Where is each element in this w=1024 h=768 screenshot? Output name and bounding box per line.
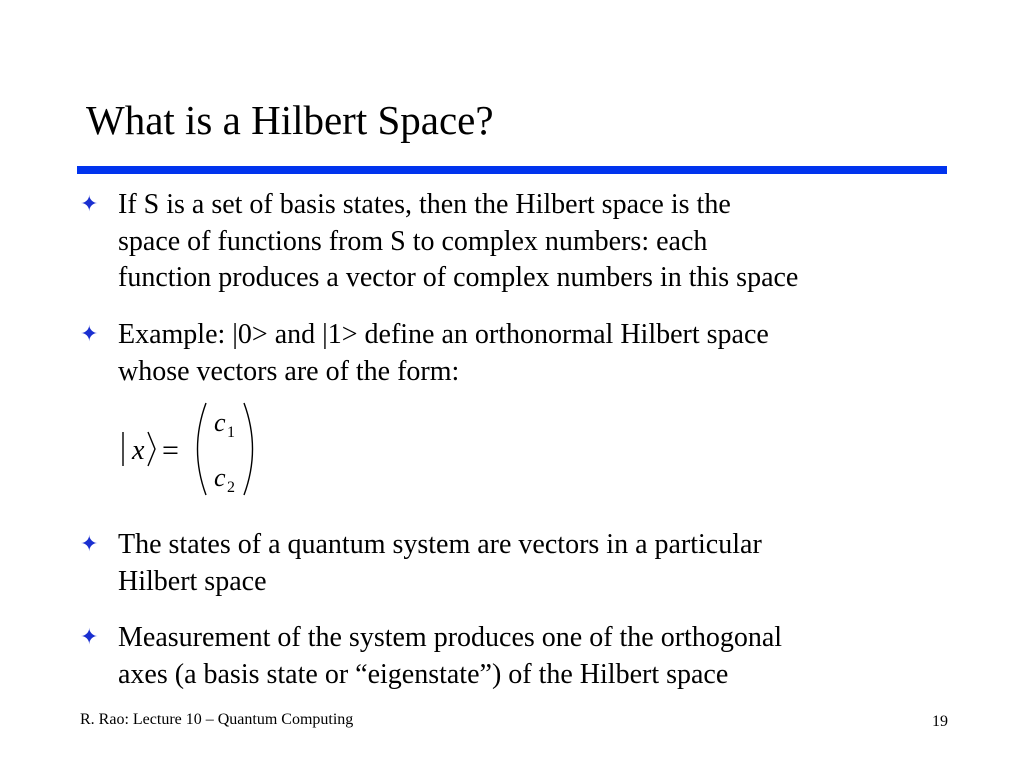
component-subscript: 2	[227, 479, 235, 496]
equals-sign: =	[162, 434, 179, 467]
footer-course-label: R. Rao: Lecture 10 – Quantum Computing	[80, 711, 354, 728]
four-pointed-star-icon: ✦	[80, 532, 99, 557]
bullet-text	[118, 620, 958, 693]
right-parenthesis	[244, 403, 253, 495]
bullet-line: Measurement of the system produces one of the orthogonal	[118, 622, 783, 653]
bullet-text	[118, 187, 958, 297]
slide-title: What is a Hilbert Space?	[86, 97, 494, 143]
component-subscript: 1	[227, 424, 235, 441]
bullet-line: Hilbert space	[118, 565, 267, 597]
component-symbol: c	[214, 463, 226, 492]
bullet-text	[118, 527, 958, 600]
four-pointed-star-icon: ✦	[80, 625, 99, 650]
title-underline	[77, 166, 947, 174]
left-parenthesis	[198, 403, 207, 495]
component-symbol: c	[214, 408, 226, 437]
bullet-line: The states of a quantum system are vectors in a particular	[118, 529, 762, 560]
ket-angle-bracket	[148, 432, 155, 466]
bullet-line: space of functions from S to complex numbers: each	[118, 225, 708, 257]
ket-vector-equation	[117, 399, 267, 499]
page-number: 19	[932, 713, 948, 730]
bullet-line: function produces a vector of complex numbers in this space	[118, 262, 799, 293]
four-pointed-star-icon: ✦	[80, 322, 99, 347]
ket-variable: x	[132, 435, 145, 466]
bullet-line: axes (a basis state or “eigenstate”) of the Hilbert space	[118, 658, 729, 690]
bullet-line: Example: |0> and |1> define an orthonormal Hilbert space	[118, 319, 769, 350]
bullet-text	[118, 317, 958, 390]
bullet-line: If S is a set of basis states, then the Hilbert space is the	[118, 189, 731, 220]
four-pointed-star-icon: ✦	[80, 192, 99, 217]
bullet-line: whose vectors are of the form:	[118, 355, 460, 387]
